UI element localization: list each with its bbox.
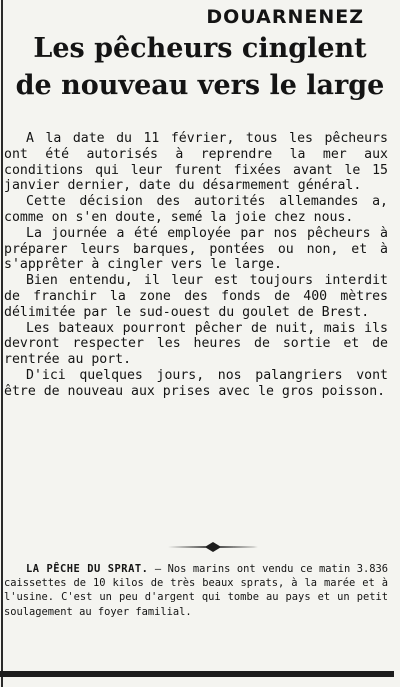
headline-line-1: Les pêcheurs cinglent <box>33 33 367 64</box>
brief-paragraph <box>4 562 388 619</box>
bottom-rule <box>0 671 394 677</box>
news-brief <box>4 562 388 619</box>
headline-line-2: de nouveau vers le large <box>15 70 385 101</box>
headline <box>0 30 400 104</box>
article-paragraph: Les bateaux pourront pêcher de nuit, mais ils devront respecter les heures de sortie et de rentrée au port. <box>4 320 388 368</box>
brief-heading: LA PÊCHE DU SPRAT. <box>26 563 149 575</box>
article-paragraph: A la date du 11 février, tous les pêcheurs ont été autorisés à reprendre la mer aux conditions qui leur furent fixées avant le 15 janvier dernier, date du désarmement général. <box>4 131 388 194</box>
location-kicker: DOUARNENEZ <box>206 6 364 28</box>
article-paragraph: La journée a été employée par nos pêcheurs à préparer leurs barques, pontées ou non, et à s'apprêter à cingler vers le large. <box>4 225 388 273</box>
article-body <box>4 131 388 400</box>
brief-text: — Nos marins ont vendu ce matin 3.836 caissettes de 10 kilos de très beaux sprats, à la marée et à l'usine. C'est un peu d'argent qui tombe au pays et un petit soulagement au foyer familial. <box>4 563 389 618</box>
ornamental-separator <box>166 541 260 553</box>
article-paragraph: D'ici quelques jours, nos palangriers vont être de nouveau aux prises avec le gros poisson. <box>4 367 388 399</box>
article-paragraph: Bien entendu, il leur est toujours interdit de franchir la zone des fonds de 400 mètres délimitée par le sud-ouest du goulet de Brest. <box>4 273 388 320</box>
article-paragraph: Cette décision des autorités allemandes a, comme on s'en doute, semé la joie chez nous. <box>4 194 388 225</box>
